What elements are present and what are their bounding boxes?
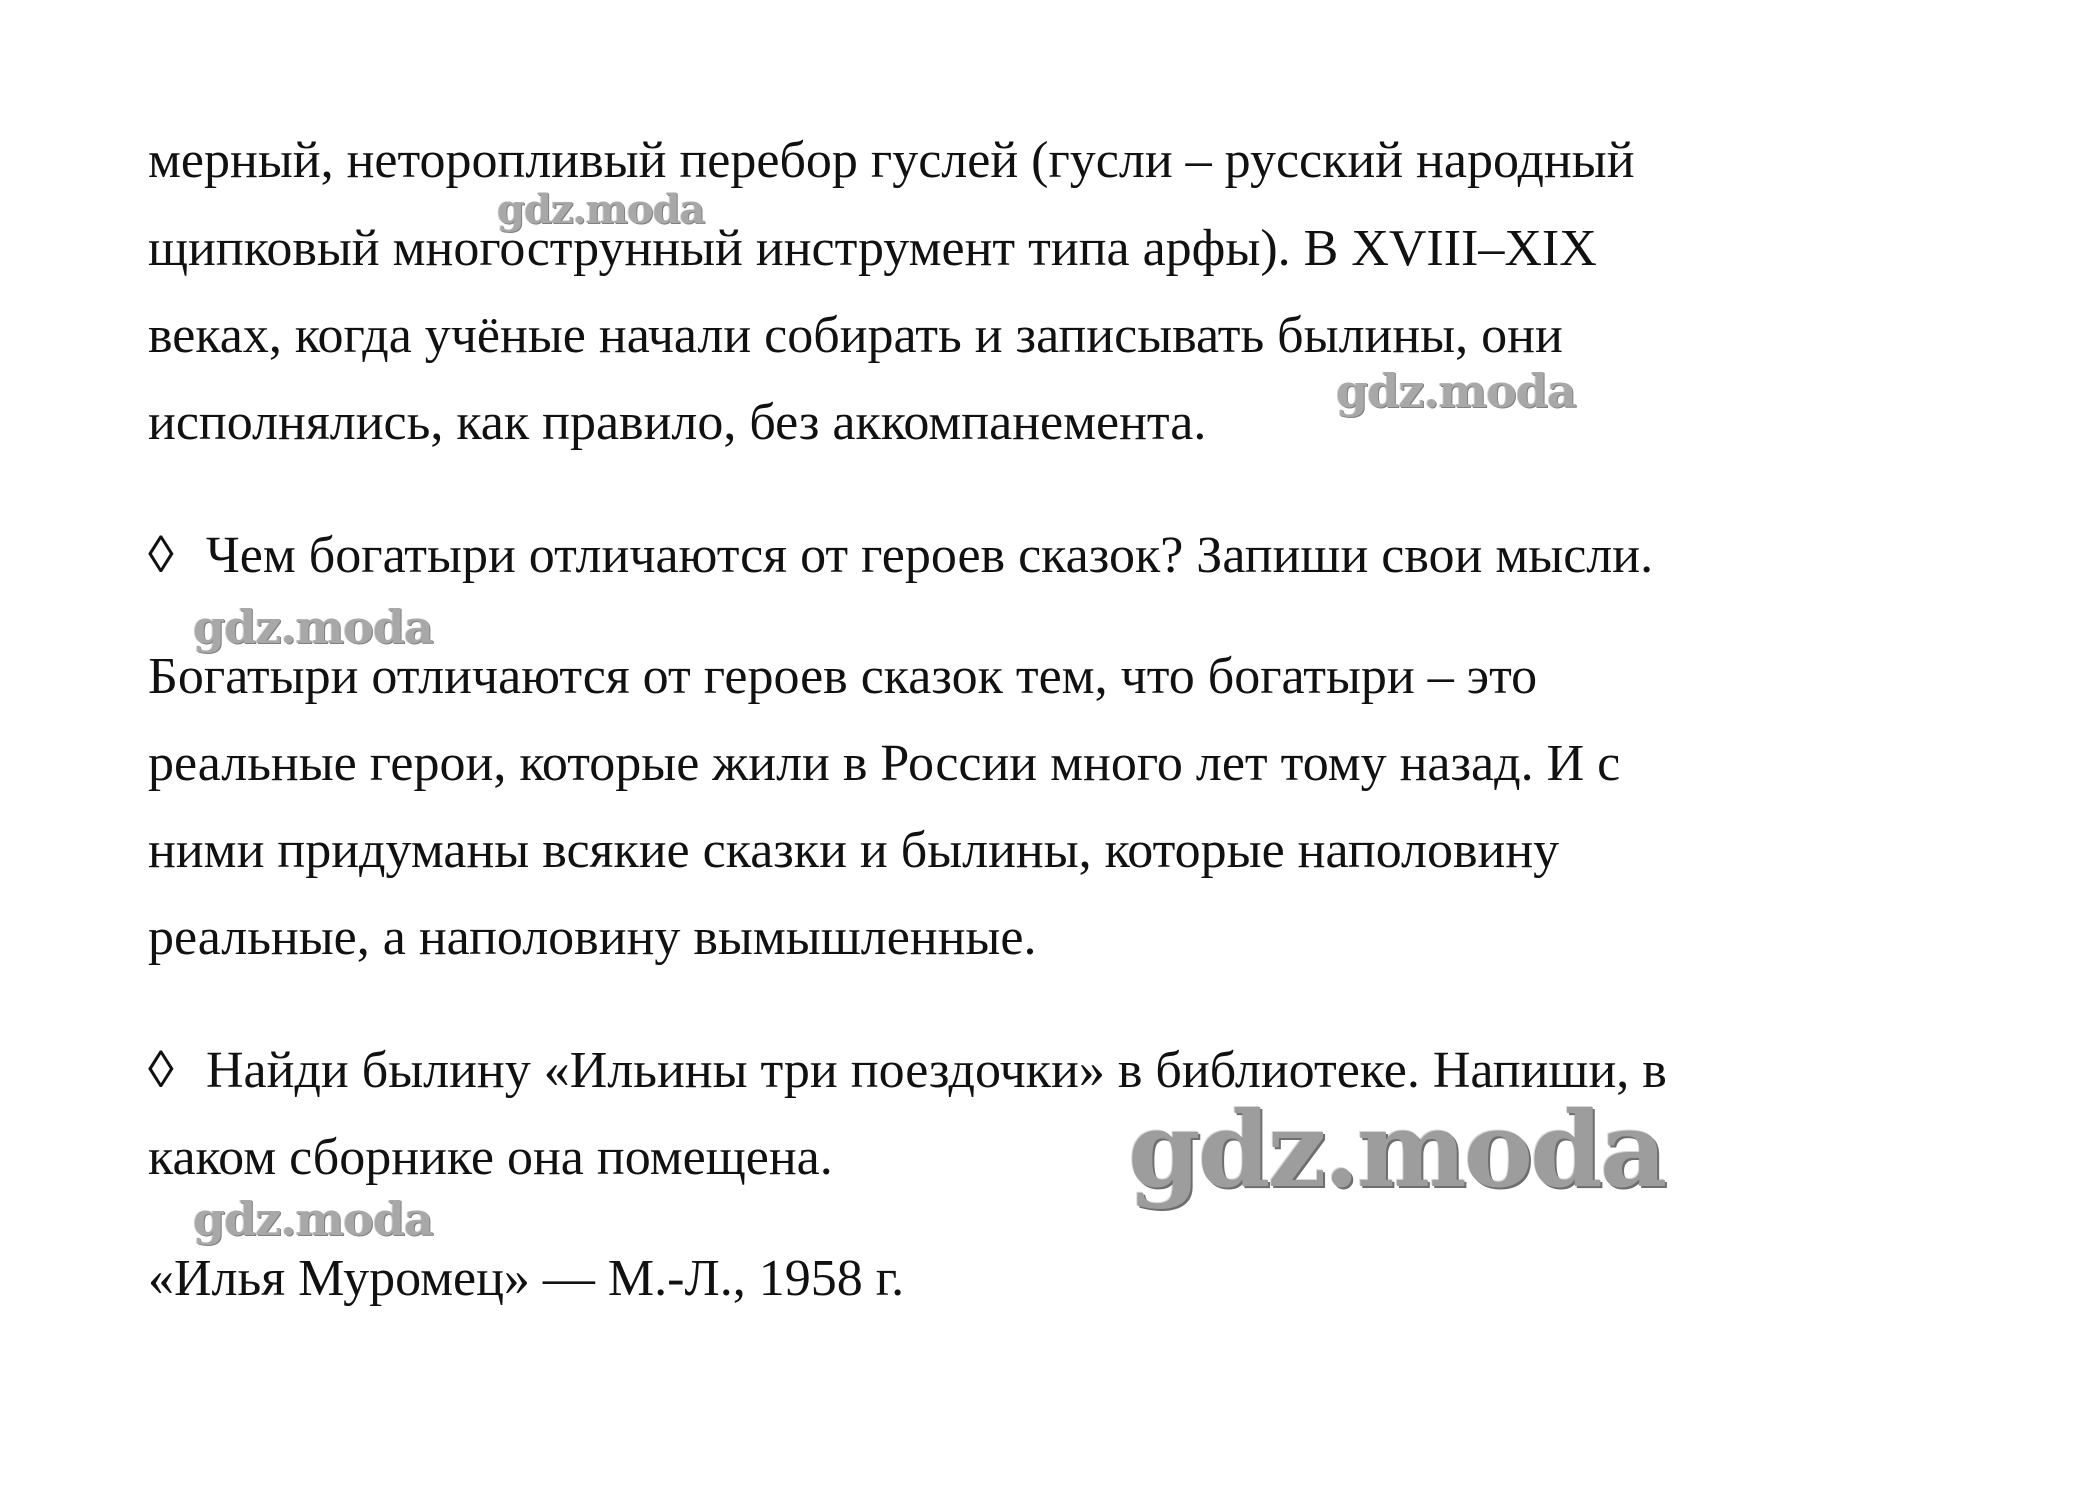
paragraph-line-3: веках, когда учёные начали собирать и записывать былины, они <box>148 307 1563 364</box>
question-1-text: Чем богатыри отличаются от героев сказок? Запиши свои мысли. <box>206 527 1654 584</box>
question-1 <box>148 526 1653 586</box>
question-2-text-line-2: каком сборнике она помещена. <box>148 1129 833 1186</box>
watermark-logo: gdz.moda <box>193 600 433 654</box>
watermark-logo: gdz.moda <box>1128 1088 1665 1211</box>
watermark-logo: gdz.moda <box>193 1192 433 1246</box>
paragraph-line-2: щипковый многострунный инструмент типа арфы). В XVIII–XIX <box>148 220 1597 277</box>
answer-1-line-2: реальные герои, которые жили в России много лет тому назад. И с <box>148 735 1621 792</box>
answer-1-line-4: реальные, а наполовину вымышленные. <box>148 909 1037 966</box>
answer-1-line-3: ними придуманы всякие сказки и былины, которые наполовину <box>148 822 1560 879</box>
diamond-bullet-icon: ◊ <box>148 527 174 584</box>
paragraph-line-4: исполнялись, как правило, без аккомпанемента. <box>148 394 1207 451</box>
watermark-logo: gdz.moda <box>1336 364 1576 418</box>
question-2-text-line-1: Найди былину «Ильины три поездочки» в библиотеке. Напиши, в <box>206 1042 1667 1099</box>
paragraph-line-1: мерный, неторопливый перебор гуслей (гусли – русский народный <box>148 132 1635 189</box>
watermark-logo: gdz.moda <box>497 186 705 233</box>
answer-1-line-1: Богатыри отличаются от героев сказок тем, что богатыри – это <box>148 648 1538 705</box>
answer-2: «Илья Муромец» — М.-Л., 1958 г. <box>148 1250 905 1307</box>
diamond-bullet-icon: ◊ <box>148 1042 174 1099</box>
